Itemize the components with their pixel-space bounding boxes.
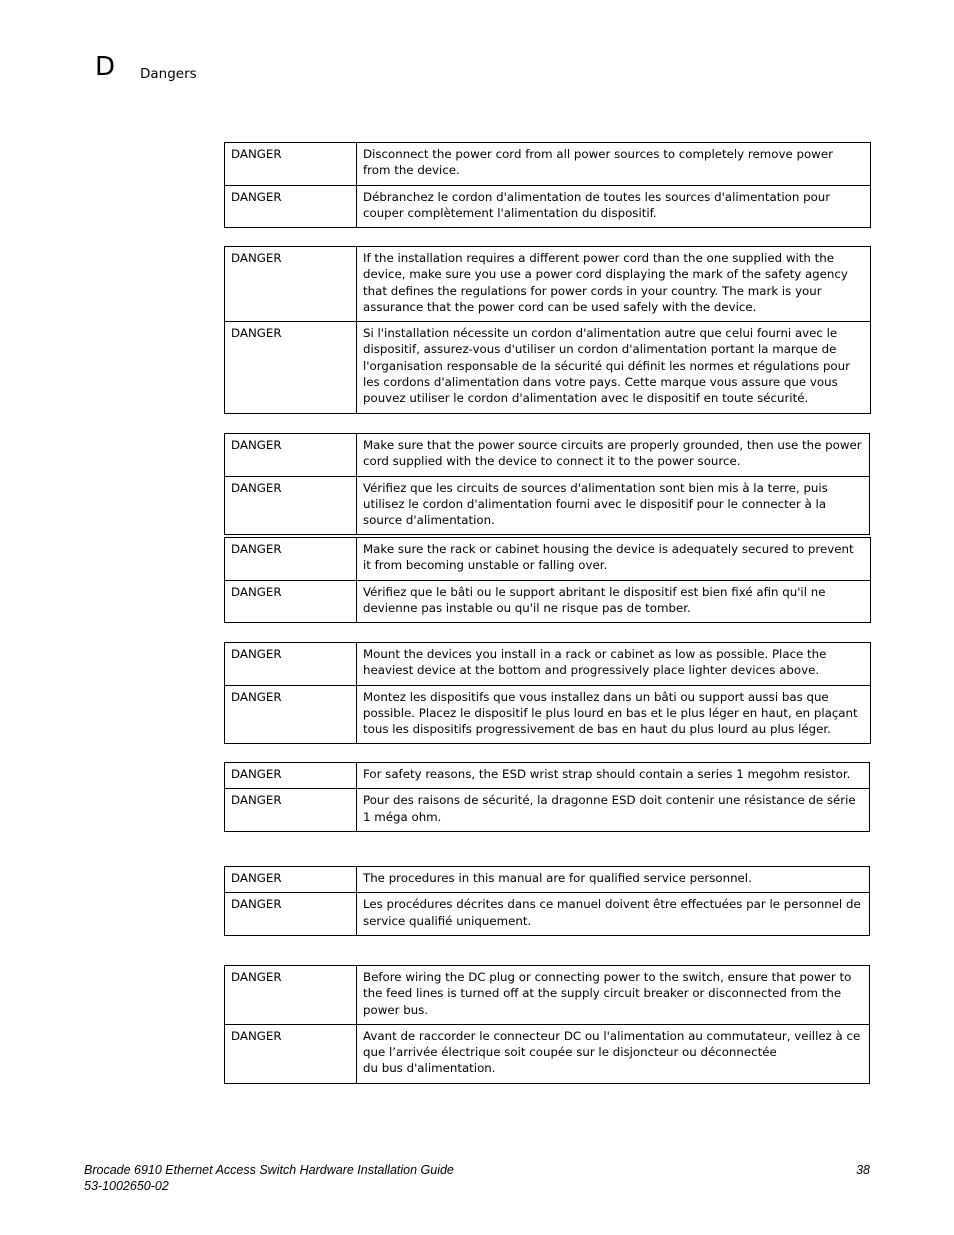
- table-row: [225, 476, 870, 535]
- danger-text: Before wiring the DC plug or connecting power to the switch, ensure that power to the feed lines is turned off at the supply circuit breaker or disconnected from the power bus.: [357, 966, 870, 1025]
- danger-table-4: [224, 537, 871, 623]
- danger-label: DANGER: [225, 143, 357, 186]
- danger-text: For safety reasons, the ESD wrist strap should contain a series 1 megohm resistor.: [357, 763, 870, 789]
- danger-text: The procedures in this manual are for qualified service personnel.: [357, 867, 870, 893]
- danger-label: DANGER: [225, 476, 357, 535]
- danger-label: DANGER: [225, 685, 357, 744]
- danger-text: Disconnect the power cord from all power sources to completely remove power from the device.: [357, 143, 871, 186]
- danger-table-8: [224, 965, 870, 1084]
- danger-label: DANGER: [225, 867, 357, 893]
- table-row: [225, 143, 871, 186]
- chapter-title: Dangers: [140, 66, 197, 82]
- danger-text: Make sure the rack or cabinet housing the device is adequately secured to prevent it from becoming unstable or falling over.: [357, 538, 871, 581]
- table-row: [225, 893, 870, 936]
- table-row: [225, 643, 871, 686]
- danger-table-2: [224, 246, 871, 414]
- danger-label: DANGER: [225, 893, 357, 936]
- footer-document-number: 53-1002650-02: [84, 1179, 169, 1193]
- danger-label: DANGER: [225, 538, 357, 581]
- danger-label: DANGER: [225, 322, 357, 413]
- danger-text: Vérifiez que le bâti ou le support abritant le dispositif est bien fixé afin qu'il ne devienne pas instable ou qu'il ne risque pas de tomber.: [357, 580, 871, 623]
- danger-text: Vérifiez que les circuits de sources d'alimentation sont bien mis à la terre, puis utilisez le cordon d'alimentation fourni avec le dispositif pour le connecter à la source d'alimentation.: [357, 476, 870, 535]
- danger-text: Avant de raccorder le connecteur DC ou l'alimentation au commutateur, veillez à ce que l’arrivée électrique soit coupée sur le disjoncteur ou déconnectée du bus d'alimentation.: [357, 1024, 870, 1083]
- danger-label: DANGER: [225, 966, 357, 1025]
- table-row: [225, 580, 871, 623]
- table-row: [225, 247, 871, 322]
- table-row: [225, 789, 870, 832]
- danger-table-7: [224, 866, 870, 936]
- danger-label: DANGER: [225, 580, 357, 623]
- danger-label: DANGER: [225, 247, 357, 322]
- danger-text: Les procédures décrites dans ce manuel doivent être effectuées par le personnel de service qualifié uniquement.: [357, 893, 870, 936]
- danger-text: Pour des raisons de sécurité, la dragonne ESD doit contenir une résistance de série 1 méga ohm.: [357, 789, 870, 832]
- table-row: [225, 322, 871, 413]
- table-row: [225, 538, 871, 581]
- danger-text: Débranchez le cordon d'alimentation de toutes les sources d'alimentation pour couper complètement l'alimentation du dispositif.: [357, 185, 871, 228]
- table-row: [225, 685, 871, 744]
- danger-text: Si l'installation nécessite un cordon d'alimentation autre que celui fourni avec le dispositif, assurez-vous d'utiliser un cordon d'alimentation portant la marque de l'organisation responsable de la sécurité qui définit les normes et régulations pour les cordons d'alimentation dans votre pays. Cette marque vous assure que vous pouvez utiliser le cordon d'alimentation avec le dispositif en toute sécurité.: [357, 322, 871, 413]
- footer-document-title: Brocade 6910 Ethernet Access Switch Hardware Installation Guide: [84, 1163, 454, 1177]
- chapter-letter: D: [95, 52, 116, 82]
- danger-text: Make sure that the power source circuits are properly grounded, then use the power cord supplied with the device to connect it to the power source.: [357, 434, 870, 477]
- danger-text: If the installation requires a different power cord than the one supplied with the device, make sure you use a power cord displaying the mark of the safety agency that defines the regulations for power cords in your country. The mark is your assurance that the power cord can be used safely with the device.: [357, 247, 871, 322]
- table-row: [225, 966, 870, 1025]
- danger-table-3: [224, 433, 870, 535]
- danger-label: DANGER: [225, 434, 357, 477]
- footer-page-number: 38: [856, 1163, 870, 1177]
- footer-document-info: [84, 1162, 454, 1194]
- table-row: [225, 434, 870, 477]
- table-row: [225, 867, 870, 893]
- danger-table-1: [224, 142, 871, 228]
- table-row: [225, 1024, 870, 1083]
- danger-label: DANGER: [225, 643, 357, 686]
- danger-label: DANGER: [225, 1024, 357, 1083]
- table-row: [225, 763, 870, 789]
- danger-table-6: [224, 762, 870, 832]
- danger-label: DANGER: [225, 763, 357, 789]
- table-row: [225, 185, 871, 228]
- danger-table-5: [224, 642, 871, 744]
- danger-text: Mount the devices you install in a rack or cabinet as low as possible. Place the heaviest device at the bottom and progressively place lighter devices above.: [357, 643, 871, 686]
- danger-text: Montez les dispositifs que vous installez dans un bâti ou support aussi bas que possible. Placez le dispositif le plus lourd en bas et le plus léger en haut, en plaçant tous les dispositifs progressivement de bas en haut du plus lourd au plus léger.: [357, 685, 871, 744]
- danger-label: DANGER: [225, 185, 357, 228]
- danger-label: DANGER: [225, 789, 357, 832]
